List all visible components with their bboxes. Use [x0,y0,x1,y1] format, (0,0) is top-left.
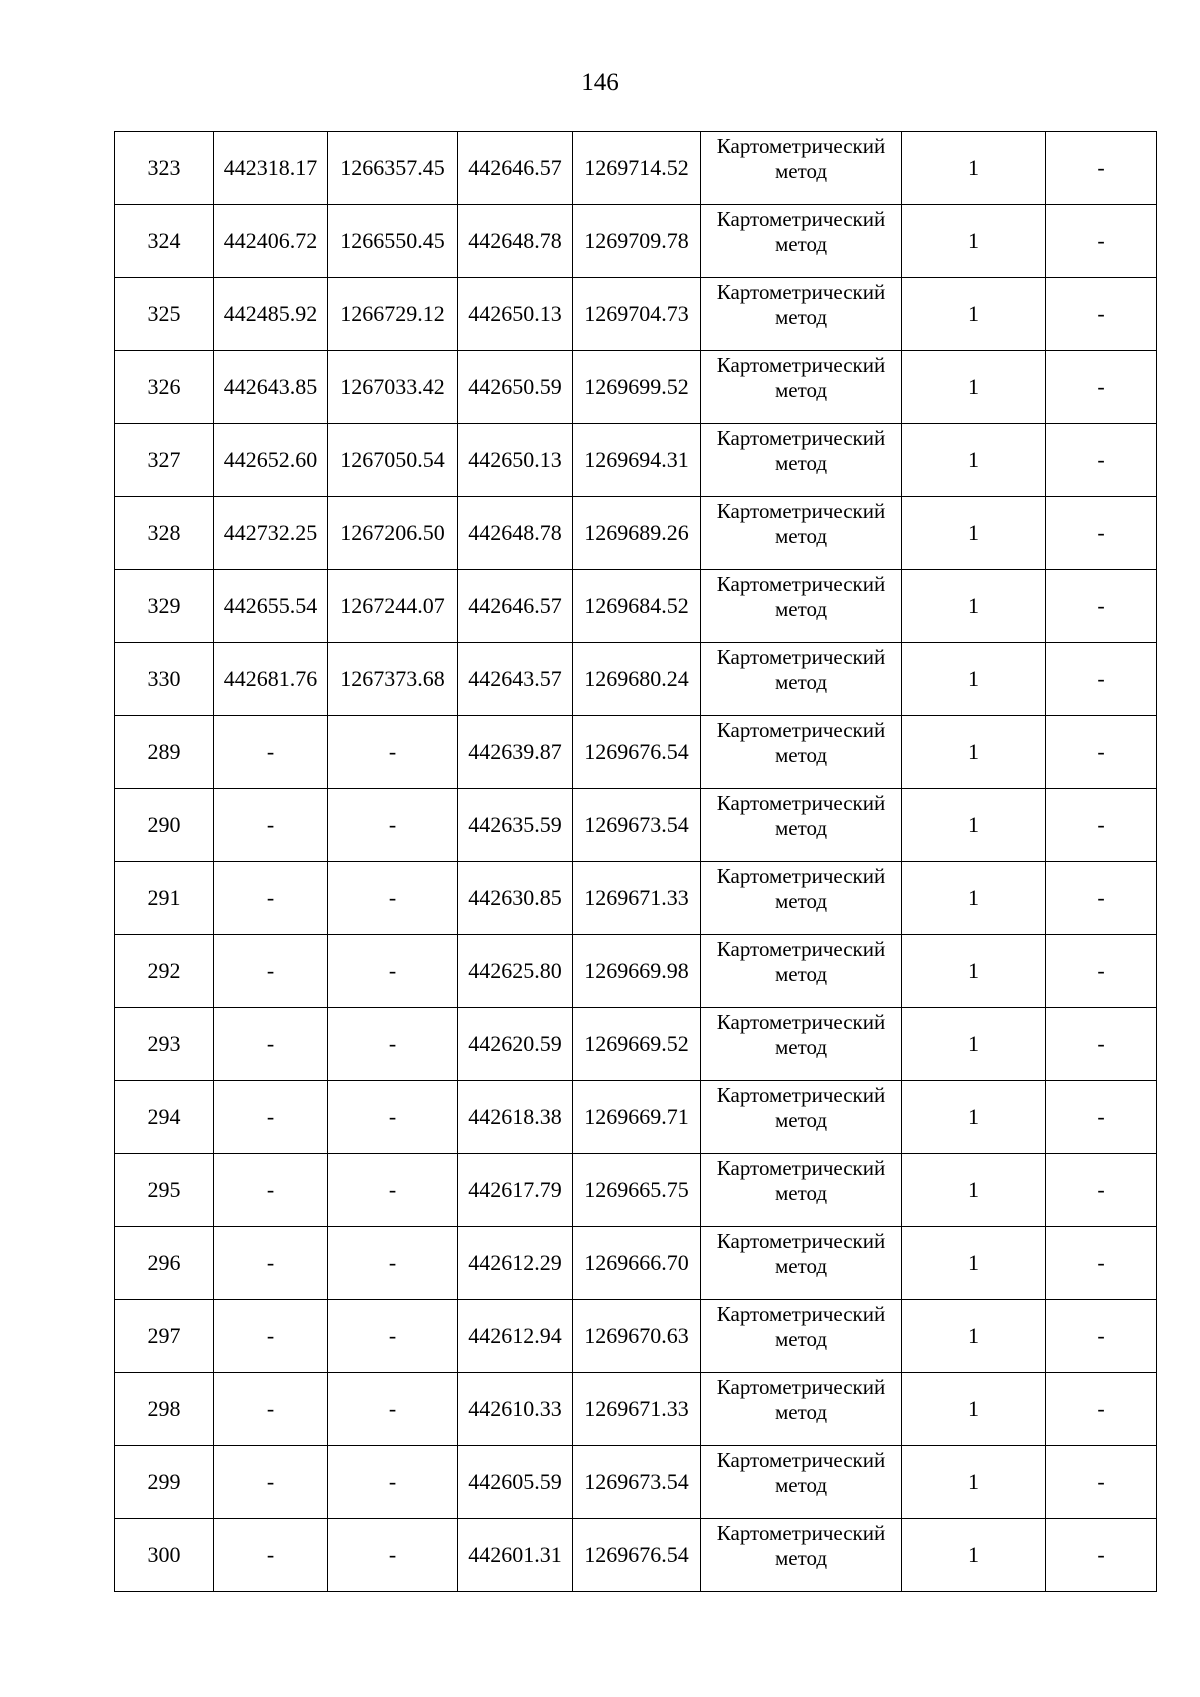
existing-x-cell: 442655.54 [214,570,328,643]
note-cell: - [1046,1519,1157,1592]
existing-x-cell: 442485.92 [214,278,328,351]
point-id-cell: 329 [115,570,214,643]
refined-y-cell: 1269665.75 [573,1154,701,1227]
table-row [115,1008,1157,1081]
method-line-2: метод [774,159,828,183]
existing-y-cell: - [328,935,458,1008]
note-cell: - [1046,424,1157,497]
existing-x-cell: - [214,862,328,935]
method-cell [701,1154,902,1227]
table-row [115,935,1157,1008]
method-line-1: Картометрический [716,645,886,669]
refined-x-cell: 442605.59 [458,1446,573,1519]
refined-x-cell: 442648.78 [458,205,573,278]
accuracy-cell: 1 [902,351,1046,424]
method-cell [701,1446,902,1519]
table-row [115,1081,1157,1154]
note-cell: - [1046,1154,1157,1227]
method-line-2: метод [774,1473,828,1497]
existing-x-cell: - [214,1519,328,1592]
accuracy-cell: 1 [902,1519,1046,1592]
refined-y-cell: 1269670.63 [573,1300,701,1373]
method-cell [701,716,902,789]
table-row [115,278,1157,351]
method-line-2: метод [774,378,828,402]
refined-y-cell: 1269676.54 [573,1519,701,1592]
accuracy-cell: 1 [902,935,1046,1008]
accuracy-cell: 1 [902,205,1046,278]
method-line-2: метод [774,1327,828,1351]
point-id-cell: 289 [115,716,214,789]
existing-y-cell: - [328,1154,458,1227]
existing-y-cell: - [328,716,458,789]
method-line-1: Картометрический [716,499,886,523]
point-id-cell: 292 [115,935,214,1008]
existing-x-cell: - [214,1008,328,1081]
table-row [115,1373,1157,1446]
refined-x-cell: 442650.59 [458,351,573,424]
table-row [115,1446,1157,1519]
method-line-2: метод [774,1254,828,1278]
method-cell [701,643,902,716]
method-line-2: метод [774,962,828,986]
existing-x-cell: - [214,1227,328,1300]
page-number: 146 [581,69,619,96]
accuracy-cell: 1 [902,1154,1046,1227]
existing-x-cell: - [214,1373,328,1446]
method-line-2: метод [774,889,828,913]
refined-y-cell: 1269680.24 [573,643,701,716]
method-line-1: Картометрический [716,1083,886,1107]
note-cell: - [1046,351,1157,424]
existing-x-cell: 442406.72 [214,205,328,278]
point-id-cell: 323 [115,132,214,205]
table-row [115,132,1157,205]
existing-x-cell: - [214,1300,328,1373]
refined-y-cell: 1269666.70 [573,1227,701,1300]
accuracy-cell: 1 [902,497,1046,570]
refined-x-cell: 442625.80 [458,935,573,1008]
existing-x-cell: 442643.85 [214,351,328,424]
refined-y-cell: 1269671.33 [573,862,701,935]
method-line-1: Картометрический [716,1521,886,1545]
existing-y-cell: - [328,1373,458,1446]
note-cell: - [1046,1081,1157,1154]
note-cell: - [1046,1373,1157,1446]
method-line-1: Картометрический [716,1375,886,1399]
method-cell [701,351,902,424]
refined-x-cell: 442620.59 [458,1008,573,1081]
refined-y-cell: 1269694.31 [573,424,701,497]
refined-y-cell: 1269671.33 [573,1373,701,1446]
existing-y-cell: - [328,1300,458,1373]
refined-x-cell: 442612.94 [458,1300,573,1373]
accuracy-cell: 1 [902,1008,1046,1081]
method-line-1: Картометрический [716,864,886,888]
refined-x-cell: 442650.13 [458,278,573,351]
table-row [115,1154,1157,1227]
point-id-cell: 297 [115,1300,214,1373]
method-cell [701,132,902,205]
existing-y-cell: - [328,1446,458,1519]
existing-x-cell: 442652.60 [214,424,328,497]
existing-y-cell: - [328,1081,458,1154]
method-cell [701,1300,902,1373]
existing-y-cell: 1267244.07 [328,570,458,643]
refined-y-cell: 1269669.71 [573,1081,701,1154]
existing-y-cell: - [328,1519,458,1592]
existing-y-cell: - [328,1227,458,1300]
method-cell [701,1081,902,1154]
note-cell: - [1046,789,1157,862]
method-line-1: Картометрический [716,718,886,742]
point-id-cell: 324 [115,205,214,278]
note-cell: - [1046,497,1157,570]
method-line-2: метод [774,597,828,621]
accuracy-cell: 1 [902,643,1046,716]
refined-y-cell: 1269669.52 [573,1008,701,1081]
point-id-cell: 291 [115,862,214,935]
note-cell: - [1046,1446,1157,1519]
method-cell [701,278,902,351]
point-id-cell: 327 [115,424,214,497]
point-id-cell: 296 [115,1227,214,1300]
table-row [115,1519,1157,1592]
refined-x-cell: 442635.59 [458,789,573,862]
note-cell: - [1046,1227,1157,1300]
existing-x-cell: - [214,935,328,1008]
note-cell: - [1046,716,1157,789]
note-cell: - [1046,278,1157,351]
method-line-1: Картометрический [716,572,886,596]
method-line-2: метод [774,816,828,840]
refined-y-cell: 1269669.98 [573,935,701,1008]
method-line-2: метод [774,743,828,767]
existing-y-cell: 1267206.50 [328,497,458,570]
table-row [115,1227,1157,1300]
refined-x-cell: 442601.31 [458,1519,573,1592]
method-line-2: метод [774,1546,828,1570]
method-line-1: Картометрический [716,791,886,815]
refined-x-cell: 442643.57 [458,643,573,716]
existing-x-cell: 442732.25 [214,497,328,570]
existing-y-cell: 1266357.45 [328,132,458,205]
point-id-cell: 330 [115,643,214,716]
accuracy-cell: 1 [902,789,1046,862]
refined-y-cell: 1269709.78 [573,205,701,278]
accuracy-cell: 1 [902,278,1046,351]
method-cell [701,1373,902,1446]
refined-y-cell: 1269714.52 [573,132,701,205]
existing-x-cell: - [214,1446,328,1519]
note-cell: - [1046,862,1157,935]
accuracy-cell: 1 [902,424,1046,497]
accuracy-cell: 1 [902,1373,1046,1446]
note-cell: - [1046,1300,1157,1373]
note-cell: - [1046,132,1157,205]
existing-y-cell: 1266550.45 [328,205,458,278]
point-id-cell: 295 [115,1154,214,1227]
point-id-cell: 328 [115,497,214,570]
existing-x-cell: - [214,789,328,862]
accuracy-cell: 1 [902,1227,1046,1300]
table-row [115,789,1157,862]
method-line-2: метод [774,670,828,694]
method-line-1: Картометрический [716,1302,886,1326]
refined-x-cell: 442610.33 [458,1373,573,1446]
point-id-cell: 300 [115,1519,214,1592]
table-row [115,1300,1157,1373]
refined-y-cell: 1269673.54 [573,1446,701,1519]
table-row [115,497,1157,570]
point-id-cell: 294 [115,1081,214,1154]
accuracy-cell: 1 [902,1446,1046,1519]
method-line-2: метод [774,451,828,475]
method-line-1: Картометрический [716,426,886,450]
existing-x-cell: 442681.76 [214,643,328,716]
existing-y-cell: 1267373.68 [328,643,458,716]
note-cell: - [1046,935,1157,1008]
existing-y-cell: - [328,1008,458,1081]
method-line-2: метод [774,232,828,256]
existing-y-cell: 1267033.42 [328,351,458,424]
method-line-1: Картометрический [716,207,886,231]
note-cell: - [1046,1008,1157,1081]
method-cell [701,424,902,497]
accuracy-cell: 1 [902,1081,1046,1154]
method-line-1: Картометрический [716,280,886,304]
refined-x-cell: 442617.79 [458,1154,573,1227]
accuracy-cell: 1 [902,1300,1046,1373]
existing-x-cell: - [214,716,328,789]
point-id-cell: 325 [115,278,214,351]
point-id-cell: 290 [115,789,214,862]
method-cell [701,205,902,278]
refined-x-cell: 442618.38 [458,1081,573,1154]
method-cell [701,789,902,862]
method-line-1: Картометрический [716,353,886,377]
method-line-1: Картометрический [716,134,886,158]
method-line-1: Картометрический [716,937,886,961]
refined-y-cell: 1269704.73 [573,278,701,351]
coordinates-table [114,131,1157,1592]
method-cell [701,935,902,1008]
accuracy-cell: 1 [902,716,1046,789]
existing-x-cell: - [214,1081,328,1154]
method-line-2: метод [774,1108,828,1132]
note-cell: - [1046,205,1157,278]
table-body [115,132,1157,1592]
accuracy-cell: 1 [902,862,1046,935]
table-row [115,424,1157,497]
existing-y-cell: 1267050.54 [328,424,458,497]
method-cell [701,1519,902,1592]
refined-x-cell: 442639.87 [458,716,573,789]
table-row [115,716,1157,789]
table-row [115,351,1157,424]
refined-y-cell: 1269673.54 [573,789,701,862]
method-line-1: Картометрический [716,1010,886,1034]
point-id-cell: 326 [115,351,214,424]
method-line-1: Картометрический [716,1156,886,1180]
refined-y-cell: 1269676.54 [573,716,701,789]
method-cell [701,570,902,643]
table-row [115,862,1157,935]
refined-x-cell: 442648.78 [458,497,573,570]
refined-x-cell: 442630.85 [458,862,573,935]
method-line-2: метод [774,1400,828,1424]
existing-y-cell: - [328,789,458,862]
method-line-2: метод [774,1035,828,1059]
method-line-1: Картометрический [716,1448,886,1472]
point-id-cell: 293 [115,1008,214,1081]
existing-x-cell: 442318.17 [214,132,328,205]
refined-y-cell: 1269684.52 [573,570,701,643]
existing-x-cell: - [214,1154,328,1227]
point-id-cell: 299 [115,1446,214,1519]
method-line-2: метод [774,524,828,548]
existing-y-cell: - [328,862,458,935]
refined-x-cell: 442612.29 [458,1227,573,1300]
refined-y-cell: 1269689.26 [573,497,701,570]
existing-y-cell: 1266729.12 [328,278,458,351]
refined-y-cell: 1269699.52 [573,351,701,424]
method-line-1: Картометрический [716,1229,886,1253]
method-line-2: метод [774,1181,828,1205]
refined-x-cell: 442646.57 [458,132,573,205]
method-cell [701,1008,902,1081]
method-line-2: метод [774,305,828,329]
table-row [115,205,1157,278]
note-cell: - [1046,643,1157,716]
refined-x-cell: 442646.57 [458,570,573,643]
method-cell [701,497,902,570]
method-cell [701,862,902,935]
note-cell: - [1046,570,1157,643]
accuracy-cell: 1 [902,132,1046,205]
accuracy-cell: 1 [902,570,1046,643]
method-cell [701,1227,902,1300]
table-row [115,643,1157,716]
point-id-cell: 298 [115,1373,214,1446]
refined-x-cell: 442650.13 [458,424,573,497]
table-row [115,570,1157,643]
